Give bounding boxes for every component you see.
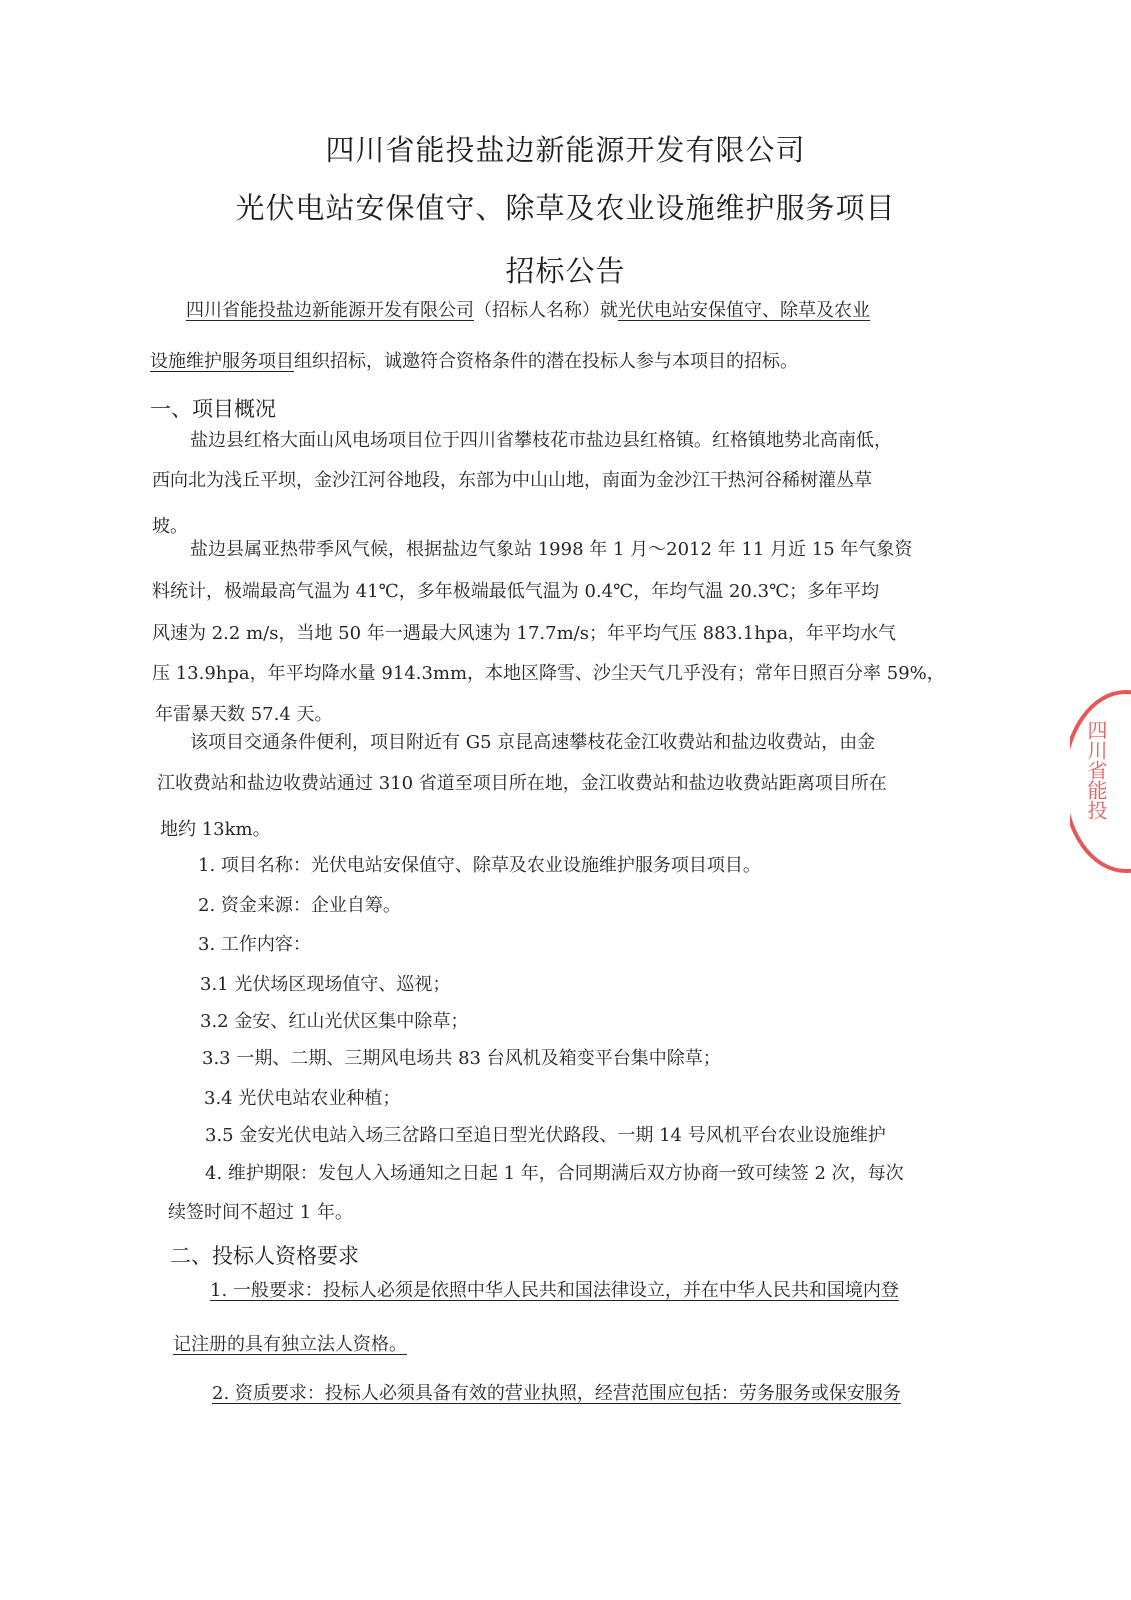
term-line: 续签时间不超过 1 年。 <box>168 1202 353 1223</box>
list-item: 2. 资金来源：企业自筹。 <box>198 895 401 916</box>
title-project: 光伏电站安保值守、除草及农业设施维护服务项目 <box>235 191 896 225</box>
req1-line: 记注册的具有独立法人资格。 <box>173 1334 407 1355</box>
intro-mid: （招标人名称）就 <box>474 300 618 321</box>
para2-line: 盐边县属亚热带季风气候，根据盐边气象站 1998 年 1 月～2012 年 11 月近 15 年气象资 <box>190 539 913 560</box>
req2-line: 2. 资质要求：投标人必须具备有效的营业执照，经营范围应包括：劳务服务或保安服务 <box>212 1383 901 1404</box>
section2-heading: 二、投标人资格要求 <box>170 1244 359 1268</box>
intro-company: 四川省能投盐边新能源开发有限公司 <box>186 300 474 321</box>
req1-line: 1. 一般要求：投标人必须是依照中华人民共和国法律设立，并在中华人民共和国境内登 <box>210 1280 899 1301</box>
seal-text: 四川省能投 <box>1084 720 1108 820</box>
term-line: 4. 维护期限：发包人入场通知之日起 1 年，合同期满后双方协商一致可续签 2 次，每次 <box>205 1163 904 1184</box>
para2-line: 风速为 2.2 m/s，当地 50 年一遇最大风速为 17.7m/s；年平均气压 883.1hpa，年平均水气 <box>152 623 897 644</box>
para1-line: 西向北为浅丘平坝，金沙江河谷地段，东部为中山山地，南面为金沙江干热河谷稀树灌丛草 <box>152 470 872 491</box>
section1-heading: 一、项目概况 <box>150 397 276 421</box>
para2-line: 料统计，极端最高气温为 41℃，多年极端最低气温为 0.4℃，年均气温 20.3℃；多年平均 <box>152 581 880 602</box>
para3-line: 地约 13km。 <box>160 819 271 840</box>
list-item: 3.4 光伏电站农业种植； <box>204 1088 401 1109</box>
intro-project-part1: 光伏电站安保值守、除草及农业 <box>618 300 870 321</box>
list-item: 1. 项目名称：光伏电站安保值守、除草及农业设施维护服务项目项目。 <box>198 855 761 876</box>
intro-project-part2: 设施维护服务项目 <box>150 351 294 372</box>
para1-line: 盐边县红格大面山风电场项目位于四川省攀枝花市盐边县红格镇。红格镇地势北高南低， <box>190 430 892 451</box>
list-item: 3.1 光伏场区现场值守、巡视； <box>200 974 451 995</box>
list-item: 3.2 金安、红山光伏区集中除草； <box>200 1011 469 1032</box>
para2-line: 压 13.9hpa，年平均降水量 914.3mm，本地区降雪、沙尘天气几乎没有；常年日照百分率 59%， <box>152 663 945 684</box>
para1-line: 坡。 <box>152 516 188 537</box>
title-company: 四川省能投盐边新能源开发有限公司 <box>325 133 806 167</box>
intro-line-1 <box>186 299 870 323</box>
para2-line: 年雷暴天数 57.4 天。 <box>155 704 333 725</box>
list-item: 3.5 金安光伏电站入场三岔路口至追日型光伏路段、一期 14 号风机平台农业设施维护 <box>205 1125 886 1146</box>
title-notice: 招标公告 <box>505 254 626 288</box>
intro-line-2 <box>150 350 798 374</box>
company-seal <box>1070 680 1131 880</box>
para3-line: 该项目交通条件便利，项目附近有 G5 京昆高速攀枝花金江收费站和盐边收费站，由金 <box>190 732 876 753</box>
list-item: 3.3 一期、二期、三期风电场共 83 台风机及箱变平台集中除草； <box>202 1048 721 1069</box>
intro-rest: 组织招标，诚邀符合资格条件的潜在投标人参与本项目的招标。 <box>294 351 798 372</box>
para3-line: 江收费站和盐边收费站通过 310 省道至项目所在地，金江收费站和盐边收费站距离项目所在 <box>157 773 887 794</box>
list-item: 3. 工作内容： <box>198 934 311 955</box>
